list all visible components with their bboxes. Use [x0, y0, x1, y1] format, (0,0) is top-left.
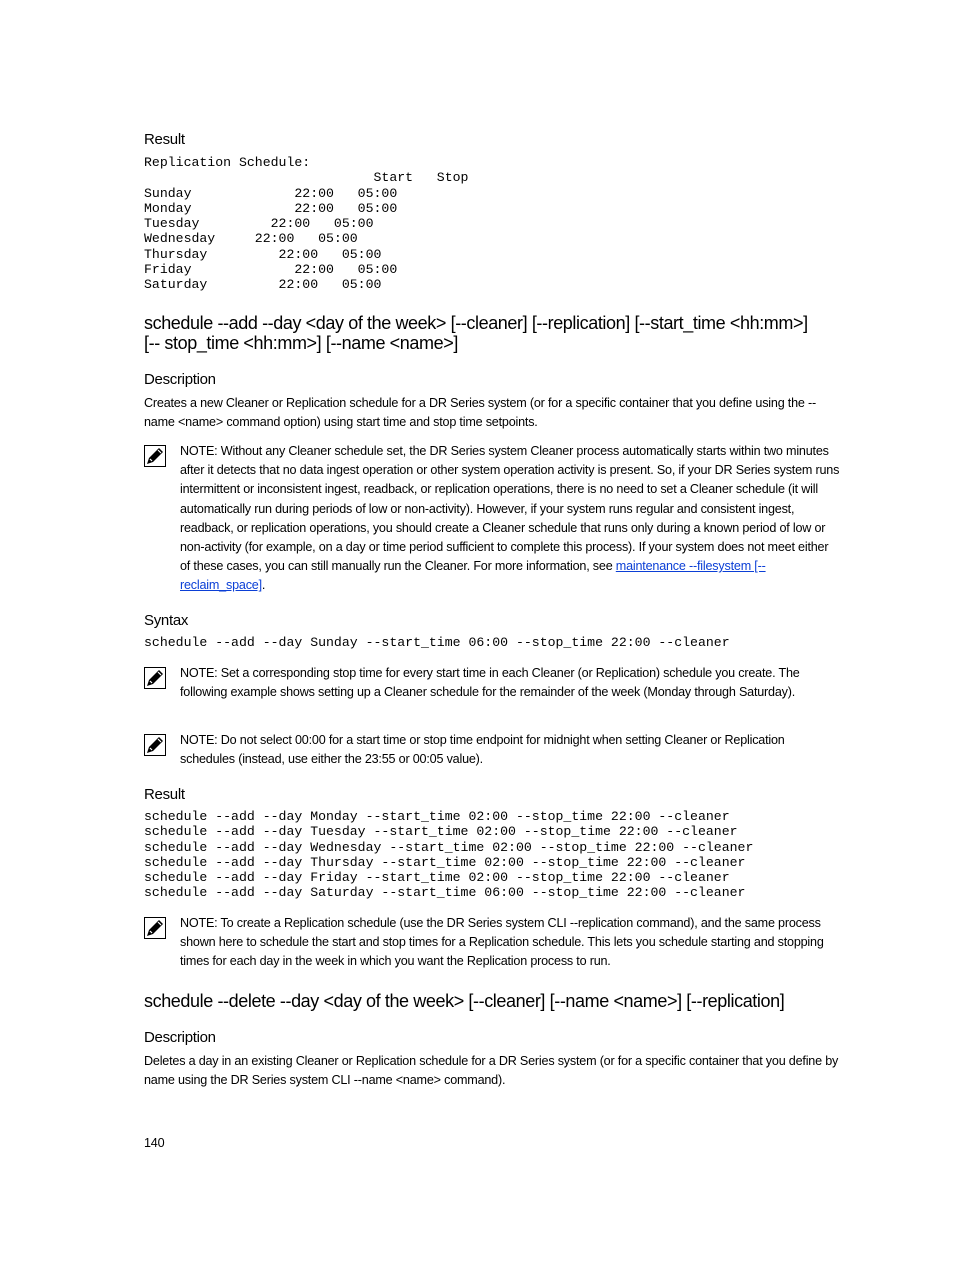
note-body: Set a corresponding stop time for every start time in each Cleaner (or Replication) schedule you create. The following example shows setting up a Cleaner schedule for the remainder of the week (Monday through Saturday).	[180, 666, 800, 700]
output-line: schedule --add --day Saturday --start_time 06:00 --stop_time 22:00 --cleaner	[144, 885, 746, 901]
output-line: Tuesday 22:00 05:00	[144, 216, 374, 232]
note-body: Without any Cleaner schedule set, the DR Series system Cleaner process automatically starts within two minutes after it detects that no data ingest operation or other system operation activity is present. So, if your DR Series system runs intermittent or inconsistent ingest, readback, or replication operations, there is no need to set a Cleaner schedule (it will automatically run during periods of low or non-activity). However, if your system runs regular and consistent ingest, readback, or replication operations, you should create a Cleaner schedule that runs only during a known period of low or non-activity (for example, on a day or time period sufficient to complete this process). If your system does not meet either of these cases, you can still manually run the Cleaner. For more information, see	[180, 444, 840, 574]
note-body: command), and the same process shown here to schedule the start and stop times for a Replication schedule. This lets you schedule starting and stopping times for each day in the week in which you want the Replication process to run.	[180, 916, 824, 969]
replication-schedule-output	[144, 155, 468, 293]
output-line: Friday 22:00 05:00	[144, 262, 398, 278]
pencil-note-icon	[144, 445, 166, 467]
note-label: NOTE:	[180, 666, 218, 680]
cleaner-schedule-output	[144, 809, 753, 901]
note-cleaner-schedule	[180, 442, 840, 596]
output-line: schedule --add --day Wednesday --start_time 02:00 --stop_time 22:00 --cleaner	[144, 839, 754, 855]
pencil-note-icon	[144, 917, 166, 939]
output-line: Sunday 22:00 05:00	[144, 185, 398, 201]
pencil-note-icon	[144, 667, 166, 689]
note-label: NOTE:	[180, 733, 218, 747]
description-text-part: command option) using start time and stop time setpoints.	[223, 415, 538, 430]
note-code: 00:00	[295, 733, 326, 747]
description-text	[144, 394, 839, 432]
output-line: schedule --add --day Monday --start_time 02:00 --stop_time 22:00 --cleaner	[144, 809, 730, 824]
note-midnight	[180, 731, 840, 769]
delete-description-text	[144, 1052, 839, 1090]
output-line: Monday 22:00 05:00	[144, 200, 398, 216]
note-label: NOTE:	[180, 916, 218, 930]
output-line: Wednesday 22:00 05:00	[144, 231, 358, 247]
schedule-add-title-line2: [-- stop_time <hh:mm>] [--name <name>]	[144, 333, 458, 353]
schedule-delete-title: schedule --delete --day <day of the week> [--cleaner] [--name <name>] [--replication]	[144, 991, 785, 1011]
description-text-part: command).	[440, 1073, 506, 1088]
description-code: --name <name>	[144, 396, 817, 430]
output-line: Thursday 22:00 05:00	[144, 246, 382, 262]
note-code: 23:55	[364, 752, 396, 767]
note-end: .	[261, 578, 266, 593]
syntax-heading: Syntax	[144, 612, 189, 629]
description-heading: Description	[144, 1029, 216, 1046]
note-body: or	[395, 752, 413, 767]
note-body: for a start time or stop time endpoint for midnight when setting Cleaner or Replication schedules (instead, use either the	[180, 733, 785, 767]
note-code: --replication	[569, 916, 634, 930]
output-line: schedule --add --day Tuesday --start_time 02:00 --stop_time 22:00 --cleaner	[144, 824, 738, 840]
pencil-note-icon	[144, 734, 166, 756]
output-line: schedule --add --day Thursday --start_time 02:00 --stop_time 22:00 --cleaner	[144, 854, 746, 870]
description-text-part: Creates a new Cleaner or Replication schedule for a DR Series system (or for a specific container that you define using the	[144, 396, 809, 410]
output-line: schedule --add --day Friday --start_time 02:00 --stop_time 22:00 --cleaner	[144, 870, 730, 886]
output-line: Replication Schedule:	[144, 155, 311, 170]
maintenance-filesystem-link[interactable]: maintenance --filesystem [--reclaim_space]	[180, 559, 766, 593]
note-body: value).	[443, 752, 483, 767]
note-code: 00:05	[412, 752, 444, 767]
syntax-code: schedule --add --day Sunday --start_time 06:00 --stop_time 22:00 --cleaner	[144, 635, 730, 650]
output-line: Start Stop	[144, 170, 469, 186]
description-heading: Description	[144, 371, 216, 388]
result-heading: Result	[144, 786, 185, 803]
schedule-add-title-line1: schedule --add --day <day of the week> [--cleaner] [--replication] [--start_time <hh:mm>]	[144, 313, 808, 333]
note-stop-time	[180, 664, 840, 702]
description-code: --name <name>	[353, 1073, 441, 1088]
output-line: Saturday 22:00 05:00	[144, 277, 382, 293]
note-replication-schedule	[180, 914, 840, 972]
note-label: NOTE:	[180, 444, 218, 458]
note-body: Do not select	[217, 733, 295, 747]
note-body: To create a Replication schedule (use the DR Series system CLI	[217, 916, 570, 930]
description-text-part: Deletes a day in an existing Cleaner or Replication schedule for a DR Series system (or for a specific container that you define by name using the DR Series system CLI	[144, 1054, 839, 1088]
page-number: 140	[144, 1136, 165, 1150]
result-heading: Result	[144, 131, 185, 148]
schedule-add-title	[144, 313, 844, 353]
